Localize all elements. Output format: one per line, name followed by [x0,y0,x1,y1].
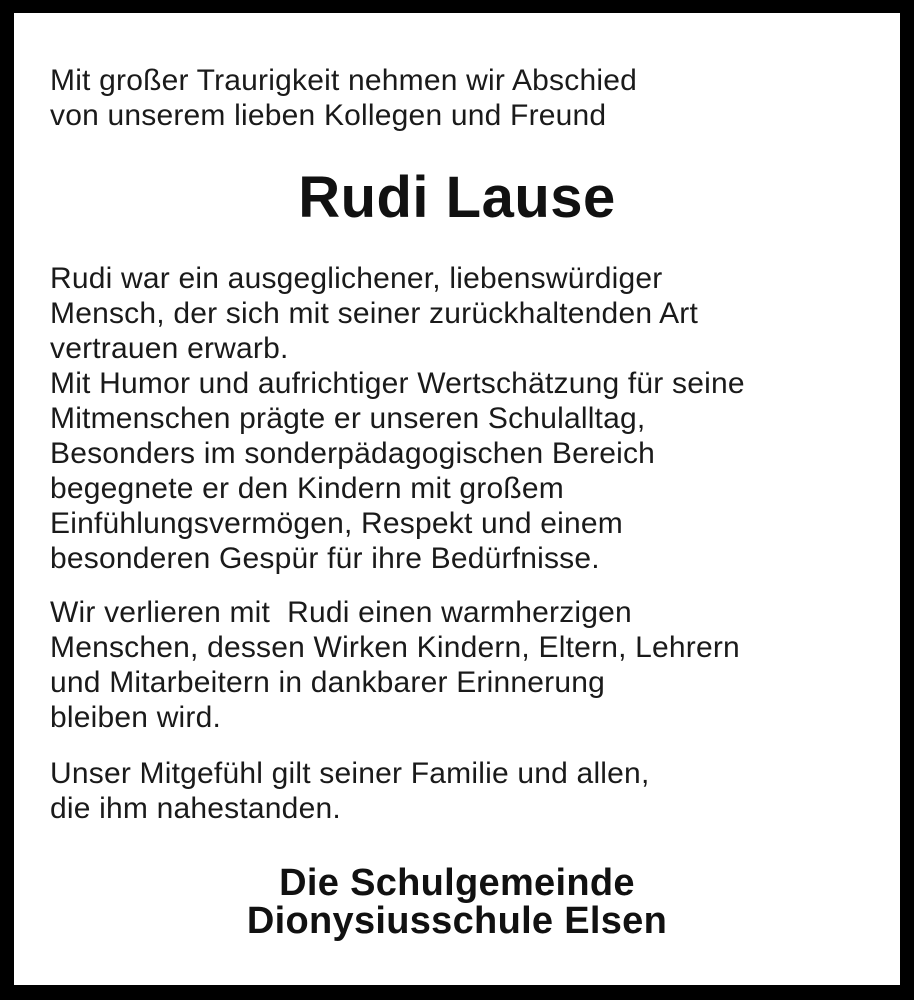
obituary-notice [14,13,900,985]
paragraph-line: Besonders im sonderpädagogischen Bereich [50,437,656,470]
paragraph-line: Unser Mitgefühl gilt seiner Familie und allen, [50,757,650,790]
body-paragraph-1 [50,261,864,576]
paragraph-line: besonderen Gespür für ihre Bedürfnisse. [50,542,600,575]
intro-line: von unserem lieben Kollegen und Freund [50,99,607,132]
paragraph-line: bleiben wird. [50,701,222,734]
paragraph-line: Wir verlieren mit Rudi einen warmherzigen [50,596,632,629]
intro-line: Mit großer Traurigkeit nehmen wir Abschied [50,64,637,97]
paragraph-line: Mitmenschen prägte er unseren Schulalltag, [50,402,646,435]
paragraph-line: Menschen, dessen Wirken Kindern, Eltern, Lehrern [50,631,740,664]
paragraph-line: die ihm nahestanden. [50,792,341,825]
body-paragraph-3 [50,756,864,826]
intro-text [50,63,864,133]
paragraph-line: vertrauen erwarb. [50,332,289,365]
paragraph-line: Einfühlungsvermögen, Respekt und einem [50,507,623,540]
signature-line: Die Schulgemeinde [279,862,635,904]
signature-line: Dionysiusschule Elsen [246,900,668,942]
paragraph-line: Rudi war ein ausgeglichener, liebenswürdiger [50,262,663,295]
paragraph-line: begegnete er den Kindern mit großem [50,472,564,505]
paragraph-line: Mensch, der sich mit seiner zurückhaltenden Art [50,297,699,330]
deceased-name: Rudi Lause [298,165,616,230]
body-paragraph-2 [50,595,864,735]
paragraph-line: und Mitarbeitern in dankbarer Erinnerung [50,666,605,699]
signature [50,864,864,940]
paragraph-line: Mit Humor und aufrichtiger Wertschätzung für seine [50,367,745,400]
